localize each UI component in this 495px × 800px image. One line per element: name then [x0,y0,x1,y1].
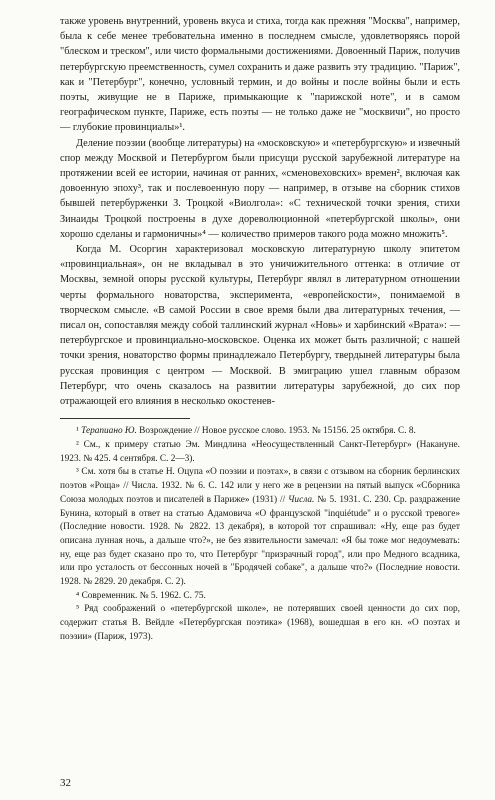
footnote-1-author: Терапиано Ю. [81,426,137,437]
footnote-5: ⁵ Ряд соображений о «петербургской школе», не потерявших своей ценности до сих пор, содержит статья В. Вейдле «Петербургская поэтика» (1968), вошедшая в его кн. «О поэтах и поэзии» (Париж, 1973). [60,604,460,642]
footnote-3 [60,466,460,589]
footnote-3-text-b: № 5. 1931. С. 230. Ср. раздражение Бунина, который в ответ на статью Адамовича «О французской "inquiétude" и о русской тревоге» (Последние новости. 1928. № 2822. 13 декабря), в которой тот спрашивал: «Ну, еще раз будет описана лунная ночь, а дальше что?», не без язвительности замечал: «Я бы тоже мог недоумевать: ну, еще раз будет сказано про то, что Петербург "призрачный город", или про Медного всадника, или про усталость от бессонных ночей в "Бродячей собаке", а дальше что?» (Последние новости. 1928. № 2829. 20 декабря. С. 2). [60,494,460,588]
paragraph-2: Деление поэзии (вообще литературы) на «московскую» и «петербургскую» и извечный спор между Москвой и Петербургом были присущи русской зарубежной литературе на протяжении всей ее истории, начиная от ранних, «сменовеховских» времен², включая как довоенную эпоху³, так и послевоенную пору — например, в отзыве на сборник стихов бывшей петербурженки З. Троцкой «Виолгола»: «С технической точки зрения, стихи Зинаиды Троцкой построены в духе дореволюционной «петербургской школы», они хорошо сделаны и гармоничны»⁴ — количество примеров такого рода можно множить⁵. [60,137,460,240]
footnote-3-journal: Числа. [288,494,315,505]
paragraph-1: также уровень внутренний, уровень вкуса и стиха, тогда как прежняя "Москва", например, была к себе менее требовательна именно в последнем смысле, удовлетворяясь порой "блеском и треском", или чисто формальными достижениями. Довоенный Париж, получив петербургскую преемственность, сумел сохранить и даже развить эту традицию. "Париж", как и "Петербург", конечно, условный термин, и до войны и после войны были и есть поэты, живущие не в Париже, примыкающие к "парижской ноте", и в самом географическом пункте, Париже, есть поэты — не только даже не "москвичи", но просто — глубокие провинциалы»¹. [60,16,460,134]
footnote-divider [60,418,190,419]
page-number: 32 [60,777,71,789]
text-column [60,14,460,645]
paragraph-3: Когда М. Осоргин характеризовал московскую литературную школу эпитетом «провинциальная», он не вкладывал в это уничижительного оттенка: в отличие от Москвы, земной опоры русской культуры, Петербург являл в литературном отношении черты формального новаторства, эксперимента, «европейскости», понимаемой в творческом смысле. «В самой России в свое время были два литературных течения, — писал он, сопоставляя между собой таллинский журнал «Новь» и харбинский «Врата»: — петербургское и провинциально-московское. Оценка их может быть различной; с нашей точки зрения, новаторство формы принадлежало Петербургу, твердыней литературы была русская провинция с центром — Москвой. В эмиграцию ушел главным образом Петербург, что очень сказалось на развитии литературы зарубежной, до сих пор отражающей его влияния в несколько окостенев- [60,244,460,408]
footnote-1 [60,425,460,439]
footnote-1-text: Возрождение // Новое русское слово. 1953. № 15156. 25 октября. С. 8. [136,426,416,437]
footnote-1-marker: ¹ [76,426,82,437]
footnote-3-text-a: ³ См. хотя бы в статье Н. Оцупа «О поэзии и поэтах», в связи с отзывом на сборник берлинских поэтов «Роща» // Числа. 1932. № 6. С. 142 или у него же в рецензии на пятый выпуск «Сборника Союза молодых поэтов и писателей в Париже» (1931) // [60,467,460,505]
footnote-4: ⁴ Современник. № 5. 1962. С. 75. [76,590,206,601]
footnote-2: ² См., к примеру статью Эм. Миндлина «Неосуществленный Санкт-Петербург» (Накануне. 1923. № 425. 4 сентября. С. 2—3). [60,439,460,464]
